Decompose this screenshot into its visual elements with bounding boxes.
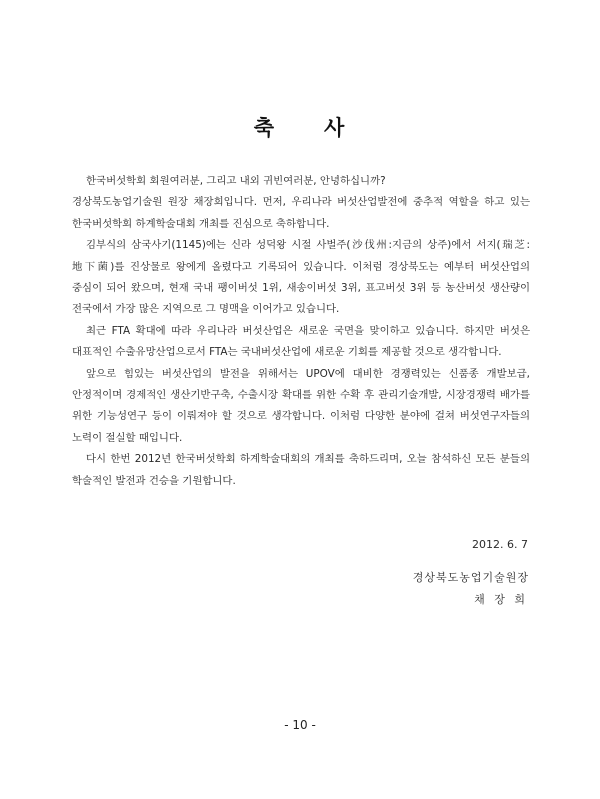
congratulatory-message bbox=[72, 171, 530, 492]
paragraph-greeting: 한국버섯학회 회원여러분, 그리고 내외 귀빈여러분, 안녕하십니까? bbox=[86, 175, 386, 187]
page-title bbox=[0, 112, 600, 142]
signature-name: 채 장 희 bbox=[474, 593, 528, 606]
paragraph-fta: 최근 FTA 확대에 따라 우리나라 버섯산업은 새로운 국면을 맞이하고 있습니다. 하지만 버섯은 대표적인 수출유망산업으로서 FTA는 국내버섯산업에 새로운 기회를 제공할 것으로 생각합니다. bbox=[72, 324, 530, 359]
title-char-right: 사 bbox=[324, 116, 347, 140]
paragraph-closing: 다시 한번 2012년 한국버섯학회 하계학술대회의 개최를 축하드리며, 오늘 참석하신 모든 분들의 학술적인 발전과 건승을 기원합니다. bbox=[72, 453, 530, 487]
paragraph-history: 김부식의 삼국사기(1145)에는 신라 성덕왕 시절 사벌주(沙伐州:지금의 상주)에서 서지(瑞芝:地下菌)를 진상물로 왕에게 올렸다고 기록되어 있습니다. 이처럼 경상북도는 예부터 버섯산업의 중심이 되어 왔으며, 현재 국내 팽이버섯 1위, 새송이버섯 3위, 표고버섯 3위 등 농산버섯 생산량이 전국에서 가장 많은 지역으로 그 명맥을 이어가고 있습니다. bbox=[72, 239, 530, 316]
paragraph-introduction: 경상북도농업기술원 원장 채장희입니다. 먼저, 우리나라 버섯산업발전에 중추적 역할을 하고 있는 한국버섯학회 하계학술대회 개최를 진심으로 축하합니다. bbox=[72, 196, 530, 230]
paragraph-future: 앞으로 힘있는 버섯산업의 발전을 위해서는 UPOV에 대비한 경쟁력있는 신품종 개발보급, 안정적이며 경제적인 생산기반구축, 수출시장 확대를 위한 수확 후 관리기술개발, 시장경쟁력 배가를 위한 기능성연구 등이 이뤄져야 할 것으로 생각합니다. 이처럼 다양한 분야에 걸쳐 버섯연구자들의 노력이 절실할 때입니다. bbox=[72, 367, 530, 444]
letter-date: 2012. 6. 7 bbox=[472, 538, 528, 551]
title-char-left: 축 bbox=[253, 116, 276, 140]
page-number: - 10 - bbox=[284, 718, 316, 732]
signature-organization: 경상북도농업기술원장 bbox=[412, 571, 529, 584]
